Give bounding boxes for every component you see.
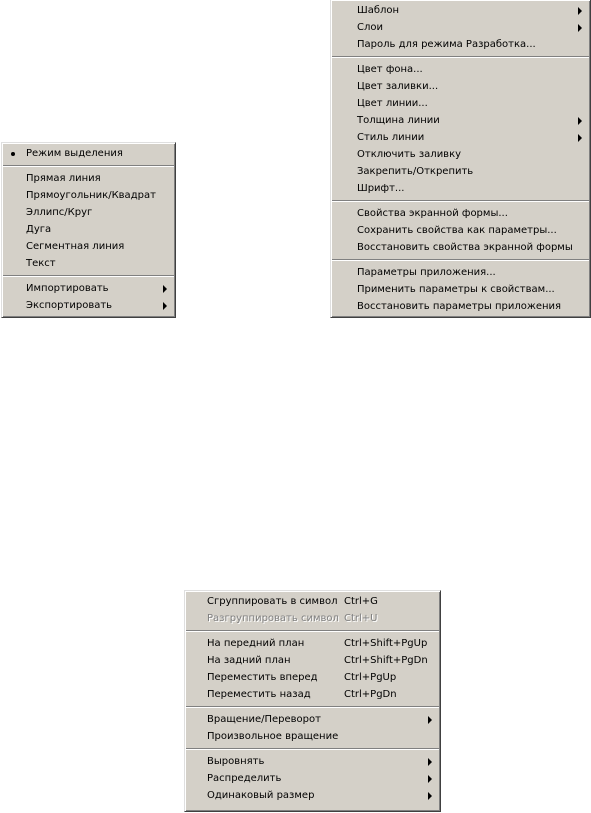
menu-item-label: Отключить заливку xyxy=(357,149,462,160)
menu-item-label: Выровнять xyxy=(207,756,265,767)
menu-item-label: Свойства экранной формы... xyxy=(357,208,508,219)
menu-item-vyrovnyat[interactable] xyxy=(185,753,440,770)
menu-item-shablon[interactable] xyxy=(331,2,590,19)
context-menu-drawing-tools xyxy=(1,142,176,318)
menu-item-primenit-parametry-k-svoystvam[interactable] xyxy=(331,281,590,298)
menu-separator xyxy=(2,162,175,170)
menu-item-label: Восстановить параметры приложения xyxy=(357,301,562,312)
menu-item-cvet-linii[interactable] xyxy=(331,95,590,112)
menu-item-label: Одинаковый размер xyxy=(207,790,315,801)
menu-item-eksportirovat[interactable] xyxy=(2,297,175,314)
submenu-arrow-icon xyxy=(578,7,582,15)
menu-item-label: Эллипс/Круг xyxy=(26,207,93,218)
menu-item-label: Текст xyxy=(26,258,56,269)
menu-item-duga[interactable] xyxy=(2,221,175,238)
menu-item-shrift[interactable] xyxy=(331,180,590,197)
menu-item-otklyuchit-zalivku[interactable] xyxy=(331,146,590,163)
menu-separator xyxy=(185,745,440,753)
menu-item-label: Произвольное вращение xyxy=(207,731,339,742)
menu-item-odinakovyy-razmer[interactable] xyxy=(185,787,440,804)
menu-item-label: Импортировать xyxy=(26,283,109,294)
menu-separator xyxy=(331,256,590,264)
submenu-arrow-icon xyxy=(428,758,432,766)
menu-item-shortcut: Ctrl+Shift+PgDn xyxy=(344,655,428,666)
menu-item-ellips-krug[interactable] xyxy=(2,204,175,221)
menu-item-label: Пароль для режима Разработка... xyxy=(357,39,536,50)
menu-item-label: Экспортировать xyxy=(26,300,113,311)
menu-item-na-peredniy-plan[interactable] xyxy=(185,635,440,652)
menu-item-rezhim-vydeleniya[interactable] xyxy=(2,145,175,162)
menu-item-label: Сгруппировать в символ xyxy=(207,596,338,607)
menu-item-shortcut: Ctrl+U xyxy=(344,613,378,624)
menu-separator xyxy=(185,703,440,711)
menu-item-label: Распределить xyxy=(207,773,282,784)
radio-bullet-icon xyxy=(11,152,15,156)
submenu-arrow-icon xyxy=(578,24,582,32)
menu-item-label: Дуга xyxy=(26,224,52,235)
menu-item-pryamougolnik-kvadrat[interactable] xyxy=(2,187,175,204)
context-menu-form-properties xyxy=(330,0,591,318)
menu-item-label: Применить параметры к свойствам... xyxy=(357,284,555,295)
menu-item-label: Цвет заливки... xyxy=(357,81,439,92)
menu-item-label: Закрепить/Открепить xyxy=(357,166,474,177)
menu-item-label: Толщина линии xyxy=(357,115,440,126)
menu-item-shortcut: Ctrl+G xyxy=(344,596,378,607)
menu-item-stil-linii[interactable] xyxy=(331,129,590,146)
menu-separator xyxy=(2,272,175,280)
menu-item-parametry-prilozheniya[interactable] xyxy=(331,264,590,281)
menu-item-proizvolnoe-vraschenie[interactable] xyxy=(185,728,440,745)
menu-item-na-zadniy-plan[interactable] xyxy=(185,652,440,669)
menu-item-label: Прямоугольник/Квадрат xyxy=(26,190,156,201)
menu-item-label: Цвет фона... xyxy=(357,64,423,75)
menu-item-segmentnaya-liniya[interactable] xyxy=(2,238,175,255)
menu-item-sloi[interactable] xyxy=(331,19,590,36)
menu-item-label: Цвет линии... xyxy=(357,98,428,109)
menu-item-label: На задний план xyxy=(207,655,291,666)
submenu-arrow-icon xyxy=(578,117,582,125)
submenu-arrow-icon xyxy=(428,792,432,800)
menu-item-vosstanovit-parametry-prilozheniya[interactable] xyxy=(331,298,590,315)
menu-item-label: Прямая линия xyxy=(26,173,101,184)
menu-item-shortcut: Ctrl+PgDn xyxy=(344,689,397,700)
submenu-arrow-icon xyxy=(163,302,167,310)
menu-item-razgruppirovat-simvol xyxy=(185,610,440,627)
menu-separator xyxy=(185,627,440,635)
menu-item-pryamaya-liniya[interactable] xyxy=(2,170,175,187)
menu-item-vraschenie-perevorot[interactable] xyxy=(185,711,440,728)
submenu-arrow-icon xyxy=(428,716,432,724)
menu-item-label: Сегментная линия xyxy=(26,241,125,252)
menu-item-label: Переместить вперед xyxy=(207,672,318,683)
menu-item-cvet-zalivki[interactable] xyxy=(331,78,590,95)
menu-item-importirovat[interactable] xyxy=(2,280,175,297)
menu-item-cvet-fona[interactable] xyxy=(331,61,590,78)
menu-item-sgruppirovat-v-simvol[interactable] xyxy=(185,593,440,610)
menu-item-peremestit-nazad[interactable] xyxy=(185,686,440,703)
menu-item-label: Слои xyxy=(357,22,383,33)
menu-item-label: Шаблон xyxy=(357,5,400,16)
menu-item-label: Переместить назад xyxy=(207,689,311,700)
menu-item-shortcut: Ctrl+PgUp xyxy=(344,672,397,683)
menu-item-label: Шрифт... xyxy=(357,183,405,194)
menu-item-peremestit-vpered[interactable] xyxy=(185,669,440,686)
menu-item-zakrepit-otkrepit[interactable] xyxy=(331,163,590,180)
menu-separator xyxy=(331,53,590,61)
menu-item-label: Восстановить свойства экранной формы xyxy=(357,242,573,253)
menu-item-tekst[interactable] xyxy=(2,255,175,272)
submenu-arrow-icon xyxy=(578,134,582,142)
menu-item-label: Сохранить свойства как параметры... xyxy=(357,225,557,236)
menu-item-raspredelit[interactable] xyxy=(185,770,440,787)
menu-separator xyxy=(331,197,590,205)
menu-item-sohranit-svoystva-kak-parametry[interactable] xyxy=(331,222,590,239)
menu-item-label: Разгруппировать символ xyxy=(207,613,339,624)
menu-item-shortcut: Ctrl+Shift+PgUp xyxy=(344,638,428,649)
submenu-arrow-icon xyxy=(163,285,167,293)
menu-item-label: Параметры приложения... xyxy=(357,267,496,278)
menu-item-label: На передний план xyxy=(207,638,305,649)
menu-item-svoystva-ekrannoy-formy[interactable] xyxy=(331,205,590,222)
menu-item-label: Стиль линии xyxy=(357,132,425,143)
menu-item-tolschina-linii[interactable] xyxy=(331,112,590,129)
menu-item-parol-dlya-rezhima-razrabotka[interactable] xyxy=(331,36,590,53)
menu-item-label: Режим выделения xyxy=(26,148,123,159)
submenu-arrow-icon xyxy=(428,775,432,783)
menu-item-label: Вращение/Переворот xyxy=(207,714,321,725)
menu-item-vosstanovit-svoystva-ekrannoy-formy[interactable] xyxy=(331,239,590,256)
context-menu-arrange xyxy=(184,590,441,812)
